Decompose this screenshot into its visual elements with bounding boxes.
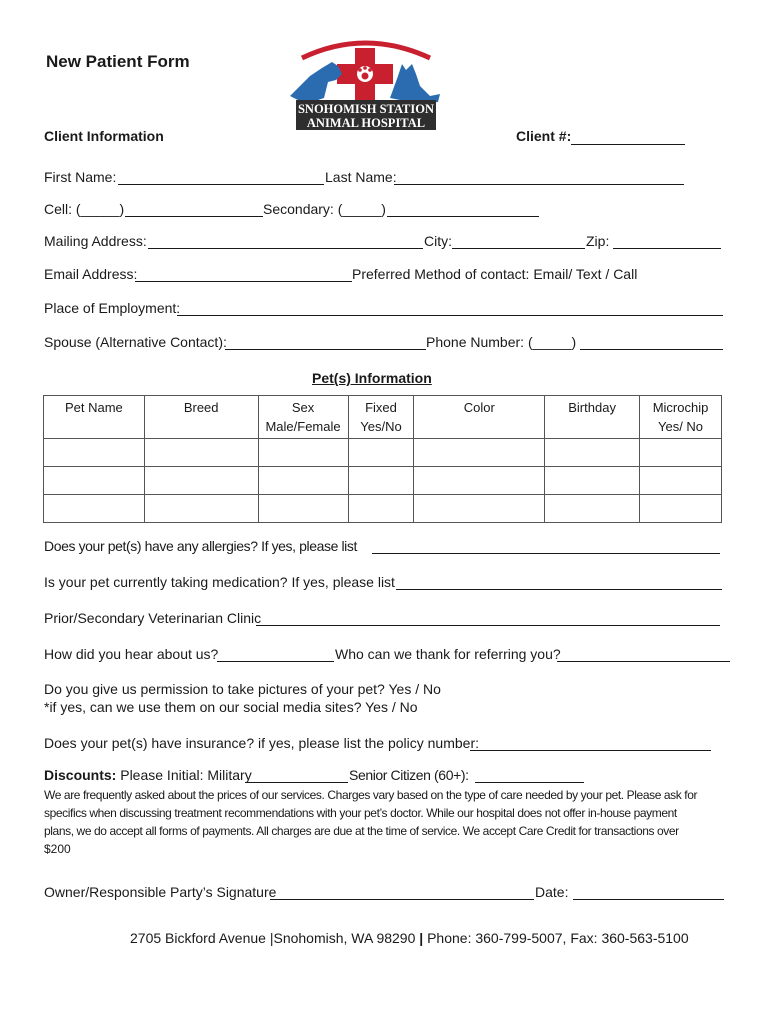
svg-text:ANIMAL HOSPITAL: ANIMAL HOSPITAL (306, 116, 426, 130)
table-cell[interactable] (348, 495, 414, 523)
footer-separator: | (419, 930, 424, 946)
spouse-field[interactable] (225, 349, 426, 350)
column-header-birthday: Birthday (545, 396, 640, 439)
last-name-label: Last Name: (325, 169, 397, 185)
zip-label: Zip: (586, 233, 610, 249)
social-media-question: *if yes, can we use them on our social media sites? Yes / No (44, 699, 418, 715)
allergies-field[interactable] (372, 553, 720, 554)
cell-label: Cell: (_____) (44, 201, 125, 217)
table-cell[interactable] (640, 495, 722, 523)
pets-table (43, 395, 722, 523)
mailing-address-label: Mailing Address: (44, 233, 147, 249)
discounts-row (44, 767, 252, 783)
city-label: City: (424, 233, 452, 249)
pricing-policy-line-1: We are frequently asked about the prices of our services. Charges vary based on the type of care needed by your pet. Please ask for (44, 788, 698, 802)
cell-field[interactable] (125, 216, 263, 217)
svg-text:SNOHOMISH STATION: SNOHOMISH STATION (297, 102, 435, 116)
column-header-microchip: Microchip Yes/ No (640, 396, 722, 439)
senior-discount-label: Senior Citizen (60+): (349, 767, 469, 783)
hear-about-question: How did you hear about us? (44, 646, 219, 662)
phone-number-field[interactable] (580, 349, 723, 350)
pictures-permission-question: Do you give us permission to take pictures of your pet? Yes / No (44, 681, 441, 697)
table-cell[interactable] (640, 439, 722, 467)
table-cell[interactable] (144, 467, 258, 495)
hospital-logo (280, 36, 450, 132)
table-cell[interactable] (44, 439, 145, 467)
military-initial-field[interactable] (245, 782, 348, 783)
city-field[interactable] (452, 248, 585, 249)
date-label: Date: (535, 884, 569, 900)
table-cell[interactable] (414, 439, 545, 467)
table-row (44, 467, 722, 495)
referral-field[interactable] (557, 661, 730, 662)
column-header-fixed: Fixed Yes/No (348, 396, 414, 439)
table-cell[interactable] (414, 495, 545, 523)
military-initial-label: Please Initial: Military (120, 767, 252, 783)
column-header-pet-name: Pet Name (44, 396, 145, 439)
medication-question: Is your pet currently taking medication? If yes, please list (44, 574, 395, 590)
secondary-phone-field[interactable] (387, 216, 539, 217)
discounts-label: Discounts: (44, 767, 117, 783)
mailing-address-field[interactable] (148, 248, 423, 249)
prior-vet-question: Prior/Secondary Veterinarian Clinic (44, 610, 262, 626)
form-title: New Patient Form (46, 52, 190, 71)
signature-field[interactable] (270, 899, 534, 900)
email-field[interactable] (135, 281, 352, 282)
first-name-field[interactable] (118, 184, 324, 185)
table-cell[interactable] (414, 467, 545, 495)
table-cell[interactable] (144, 495, 258, 523)
column-header-breed: Breed (144, 396, 258, 439)
pricing-policy-line-4: $200 (44, 842, 71, 856)
insurance-field[interactable] (470, 750, 711, 751)
table-cell[interactable] (258, 467, 348, 495)
secondary-phone-label: Secondary: (_____) (263, 201, 386, 217)
column-header-color: Color (414, 396, 545, 439)
footer-contact (130, 930, 689, 946)
insurance-question: Does your pet(s) have insurance? if yes, please list the policy number: (44, 735, 479, 751)
pets-table-header (44, 396, 722, 439)
signature-label: Owner/Responsible Party’s Signature (44, 884, 277, 900)
hear-about-field[interactable] (217, 661, 334, 662)
referral-question: Who can we thank for referring you? (335, 646, 561, 662)
table-cell[interactable] (545, 439, 640, 467)
table-cell[interactable] (258, 495, 348, 523)
allergies-question: Does your pet(s) have any allergies? If yes, please list (44, 538, 357, 554)
footer-address: 2705 Bickford Avenue |Snohomish, WA 98290 (130, 930, 416, 946)
pricing-policy-line-2: specifics when discussing treatment recommendations with your pet’s doctor. While our hospital does not offer in-house payment (44, 806, 677, 820)
table-cell[interactable] (44, 467, 145, 495)
footer-phone-fax: Phone: 360-799-5007, Fax: 360-563-5100 (427, 930, 689, 946)
table-cell[interactable] (545, 495, 640, 523)
table-cell[interactable] (348, 467, 414, 495)
table-cell[interactable] (144, 439, 258, 467)
employment-label: Place of Employment: (44, 300, 181, 316)
last-name-field[interactable] (394, 184, 684, 185)
phone-number-label: Phone Number: (_____) (426, 334, 577, 350)
client-info-heading: Client Information (44, 128, 164, 144)
table-cell[interactable] (545, 467, 640, 495)
employment-field[interactable] (177, 315, 723, 316)
table-cell[interactable] (44, 495, 145, 523)
preferred-contact-label: Preferred Method of contact: Email/ Text / Call (352, 266, 638, 282)
client-number-label: Client #: (516, 128, 572, 144)
table-row (44, 439, 722, 467)
client-number-field[interactable] (571, 144, 685, 145)
first-name-label: First Name: (44, 169, 117, 185)
date-field[interactable] (573, 899, 724, 900)
column-header-sex: Sex Male/Female (258, 396, 348, 439)
prior-vet-field[interactable] (256, 625, 720, 626)
table-row (44, 495, 722, 523)
table-cell[interactable] (348, 439, 414, 467)
table-cell[interactable] (640, 467, 722, 495)
table-cell[interactable] (258, 439, 348, 467)
email-label: Email Address: (44, 266, 138, 282)
senior-discount-field[interactable] (475, 782, 584, 783)
zip-field[interactable] (613, 248, 721, 249)
spouse-label: Spouse (Alternative Contact): (44, 334, 227, 350)
logo-graphic (280, 36, 450, 132)
pricing-policy-line-3: plans, we do accept all forms of payments. All charges are due at the time of service. We accept Care Credit for transactions over (44, 824, 679, 838)
pets-section-title: Pet(s) Information (312, 370, 432, 386)
medication-field[interactable] (396, 589, 722, 590)
